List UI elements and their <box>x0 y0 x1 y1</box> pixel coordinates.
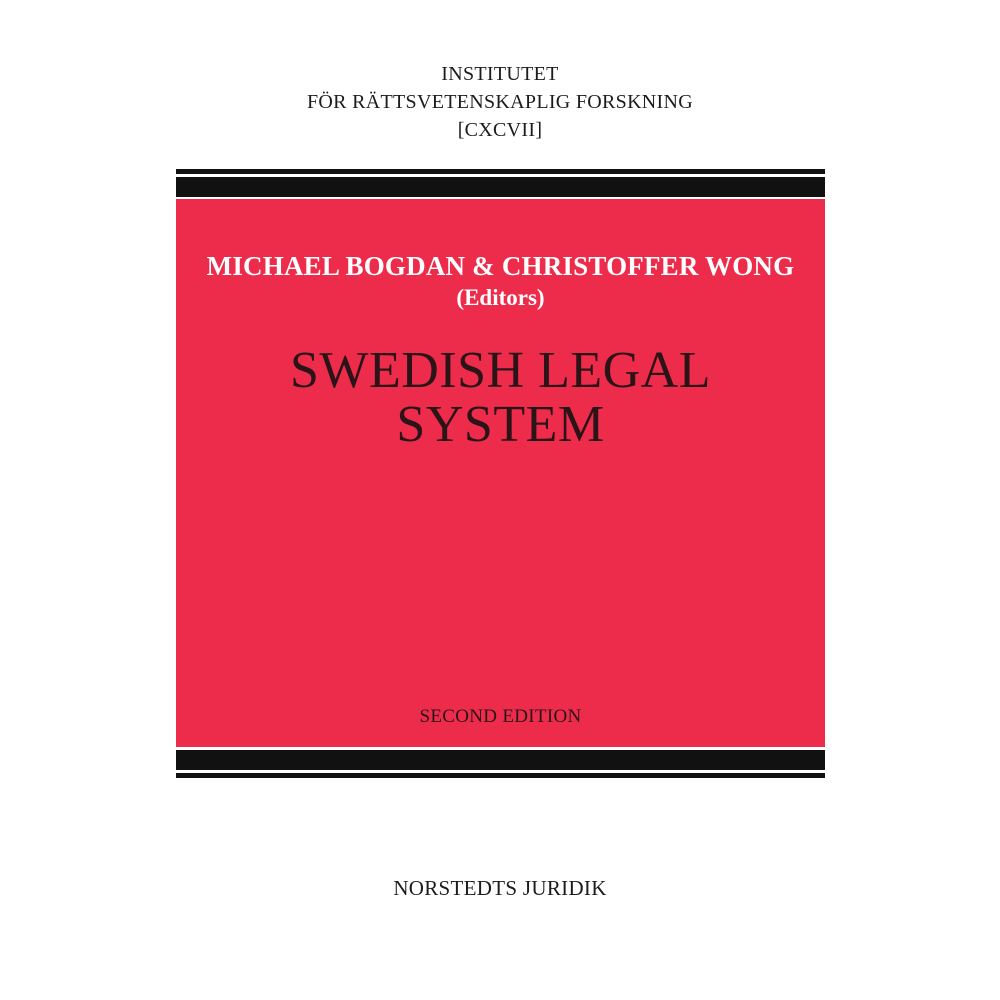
book-title-line-1: SWEDISH LEGAL <box>289 342 711 399</box>
edition-label: SECOND EDITION <box>419 706 582 727</box>
editors-role: (Editors) <box>456 285 545 310</box>
publisher-name: NORSTEDTS JURIDIK <box>393 876 607 900</box>
series-institute-line: INSTITUTET <box>441 63 559 85</box>
series-header <box>0 60 1000 144</box>
bottom-band-thick <box>176 750 825 770</box>
book-title <box>176 344 825 452</box>
series-institute-subtitle: FÖR RÄTTSVETENSKAPLIG FORSKNING <box>307 91 693 113</box>
top-band-thick <box>176 177 825 197</box>
series-number: [CXCVII] <box>457 119 543 141</box>
editors-names: MICHAEL BOGDAN & CHRISTOFFER WONG <box>206 251 795 281</box>
cover-red-panel <box>176 199 825 747</box>
book-title-line-2: SYSTEM <box>396 396 605 453</box>
bottom-band-thin <box>176 773 825 778</box>
